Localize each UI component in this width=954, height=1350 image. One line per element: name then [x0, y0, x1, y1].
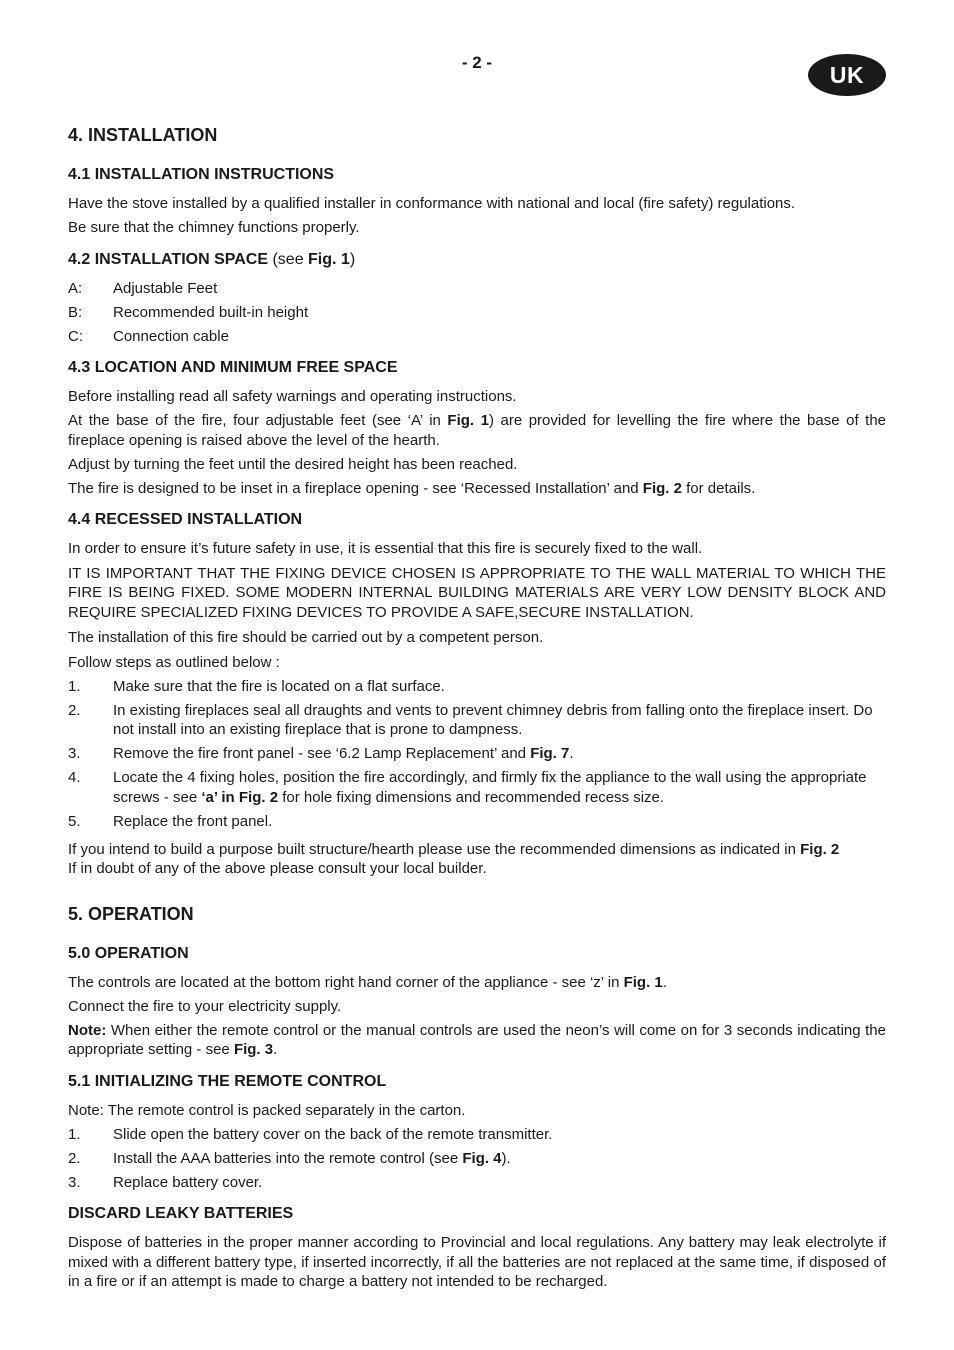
text-run: When either the remote control or the manual controls are used the neon’s will come on for 3 seconds indicating the appropriate setting - see: [68, 1021, 886, 1058]
step-text: Make sure that the fire is located on a flat surface.: [113, 677, 445, 695]
step-number: 3.: [68, 1173, 81, 1191]
step-number: 5.: [68, 812, 81, 830]
step-text: [113, 768, 886, 807]
legend-item: [68, 303, 886, 323]
legend-key: B:: [68, 303, 83, 321]
step-text: In existing fireplaces seal all draughts and vents to prevent chimney debris from falling onto the fireplace insert. Do not install into an existing fireplace that is prone to dampness.: [113, 701, 873, 738]
list-item: [68, 744, 886, 764]
paragraph: Adjust by turning the feet until the desired height has been reached.: [68, 455, 518, 473]
step-text: [113, 1149, 886, 1169]
paragraph: Connect the fire to your electricity supply.: [68, 997, 342, 1015]
heading-close-paren: ): [349, 250, 356, 268]
section-5-0-heading: 5.0 OPERATION: [68, 944, 189, 962]
note-paragraph: [68, 1021, 886, 1060]
step-number: 3.: [68, 745, 81, 762]
paragraph: [68, 411, 886, 450]
paragraph: [68, 479, 886, 499]
paragraph: [68, 973, 886, 993]
list-item: [68, 1173, 886, 1193]
legend-text: Connection cable: [113, 327, 229, 345]
step-number: 2.: [68, 1149, 81, 1167]
figure-reference: Fig. 2: [800, 840, 840, 858]
text-run: At the base of the fire, four adjustable feet (see ‘A’ in: [68, 412, 448, 429]
text-run: The fire is designed to be inset in a fireplace opening - see ‘Recessed Installation’ and: [68, 479, 643, 497]
paragraph: Note: The remote control is packed separately in the carton.: [68, 1101, 466, 1119]
figure-reference: Fig. 4: [462, 1149, 502, 1167]
figure-reference: ‘a’ in Fig. 2: [201, 788, 279, 806]
list-item: [68, 677, 886, 697]
text-run: Locate the 4 fixing holes, position the fire accordingly, and firmly fix the appliance to the wall using the appropriate screws - see: [113, 769, 867, 806]
text-run: .: [273, 1041, 278, 1058]
step-text: Replace the front panel.: [113, 812, 273, 830]
text-run: for details.: [681, 479, 756, 497]
figure-reference: Fig. 1: [308, 250, 350, 268]
batteries-heading: DISCARD LEAKY BATTERIES: [68, 1205, 294, 1222]
text-run: ) are provided for levelling the fire where the base of the fireplace opening is raised above the level of the hearth.: [68, 412, 887, 449]
section-4-2-heading: [68, 250, 886, 270]
paragraph: Dispose of batteries in the proper manner according to Provincial and local regulations. Any battery may leak electrolyte if mixed with a different battery type, if inserted incorrectly, if all the batteries are not replaced at the same time, if disposed of in a fire or if an attempt is made to charge a battery not intended to be recharged.: [68, 1234, 886, 1290]
legend-item: [68, 327, 886, 347]
paragraph: Have the stove installed by a qualified installer in conformance with national and local (fire safety) regulations.: [68, 195, 796, 212]
paragraph: The installation of this fire should be carried out by a competent person.: [68, 628, 544, 646]
figure-reference: Fig. 7: [530, 745, 570, 762]
paragraph: In order to ensure it’s future safety in use, it is essential that this fire is securely fixed to the wall.: [68, 540, 703, 557]
section-4-4-heading: 4.4 RECESSED INSTALLATION: [68, 511, 303, 528]
language-badge: UK: [808, 54, 886, 96]
text-run: for hole fixing dimensions and recommended recess size.: [278, 788, 665, 806]
section-5-1-heading: 5.1 INITIALIZING THE REMOTE CONTROL: [68, 1072, 387, 1090]
note-label: Note:: [68, 1021, 107, 1039]
legend-text: Adjustable Feet: [113, 279, 218, 297]
step-number: 4.: [68, 769, 81, 786]
paragraph: Be sure that the chimney functions properly.: [68, 219, 360, 236]
figure-reference: Fig. 1: [447, 412, 489, 429]
figure-reference: Fig. 1: [623, 973, 663, 991]
text-run: Remove the fire front panel - see ‘6.2 Lamp Replacement’ and: [113, 745, 531, 762]
section-5-heading: 5. OPERATION: [68, 903, 194, 924]
figure-reference: Fig. 2: [642, 479, 682, 497]
step-number: 1.: [68, 677, 81, 695]
text-run: .: [569, 745, 574, 762]
document-body: [68, 124, 886, 1292]
list-item: [68, 812, 886, 832]
list-item: [68, 1149, 886, 1169]
section-4-3-heading: 4.3 LOCATION AND MINIMUM FREE SPACE: [68, 359, 398, 376]
text-run: If you intend to build a purpose built structure/hearth please use the recommended dimensions as indicated in: [68, 840, 801, 858]
legend-key: C:: [68, 327, 83, 345]
list-item: [68, 768, 886, 807]
step-number: 1.: [68, 1125, 81, 1143]
section-4-1-heading: 4.1 INSTALLATION INSTRUCTIONS: [68, 166, 335, 183]
paragraph: Follow steps as outlined below :: [68, 653, 280, 671]
text-run: ).: [501, 1149, 511, 1167]
paragraph: Before installing read all safety warnings and operating instructions.: [68, 388, 517, 405]
legend-item: [68, 279, 886, 299]
paragraph: If in doubt of any of the above please consult your local builder.: [68, 860, 487, 877]
warning-paragraph: IT IS IMPORTANT THAT THE FIXING DEVICE CHOSEN IS APPROPRIATE TO THE WALL MATERIAL TO WHICH THE FIRE IS BEING FIXED. SOME MODERN INTERNAL BUILDING MATERIALS ARE VERY LOW DENSITY BLOCK AND REQUIRE SPECIALIZED FIXING DEVICES TO PROVIDE A SAFE,SECURE INSTALLATION.: [68, 564, 886, 621]
text-run: The controls are located at the bottom right hand corner of the appliance - see ‘z’ in: [68, 973, 624, 991]
step-number: 2.: [68, 701, 81, 719]
step-text: Replace battery cover.: [113, 1173, 263, 1191]
text-run: Install the AAA batteries into the remote control (see: [113, 1149, 463, 1167]
heading-see-text: (see: [268, 250, 309, 268]
list-item: [68, 701, 886, 740]
step-text: Slide open the battery cover on the back of the remote transmitter.: [113, 1125, 553, 1143]
list-item: [68, 1125, 886, 1145]
step-text: [113, 744, 886, 764]
figure-reference: Fig. 3: [233, 1041, 274, 1058]
legend-key: A:: [68, 279, 83, 297]
section-4-heading: 4. INSTALLATION: [68, 125, 218, 145]
legend-text: Recommended built-in height: [113, 303, 309, 321]
paragraph: [68, 840, 886, 860]
heading-text: 4.2 INSTALLATION SPACE: [68, 250, 269, 268]
text-run: .: [662, 973, 667, 991]
page-number: - 2 -: [461, 53, 493, 72]
